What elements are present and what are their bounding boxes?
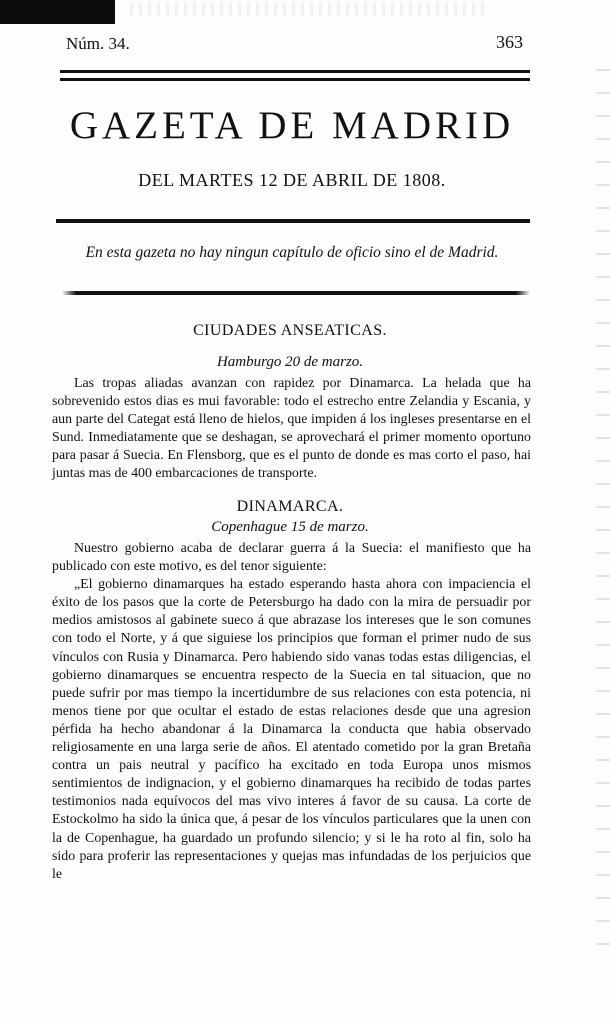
divider-rule xyxy=(62,291,530,295)
article-body xyxy=(52,540,531,884)
paragraph: „El gobierno dinamarques ha estado esperando hasta ahora con impaciencia el éxito de los pasos que la corte de Petersburgo ha dado con la mira de persuadir por medios amistosos al gabinete sueco á que abrazase los intereses que le son comunes con todo el Norte, y á que siguiese los principios que forman el primer nudo de sus vínculos con Rusia y Dinamarca. Pero habiendo sido vanas todas estas diligencias, el gobierno dinamarques se encuentra respecto de la Suecia en tal situacion, que no puede sufrir por mas tiempo la incertidumbre de sus relaciones con esta potencia, ni menos tiene por que ocultar el estado de estas relaciones desde que una agresion pérfida ha hecho abandonar á la Dinamarca la conducta que habia observado religiosamente en una larga serie de años. El atentado cometido por la gran Bretaña contra un pais neutral y pacífico ha excitado en toda Europa unos mismos sentimientos de indignacion, y el gobierno dinamarques ha recibido de todas partes testimonios nada equívocos del mas vivo interes á favor de su causa. La corte de Estockolmo ha sido la única que, á pesar de los vínculos particulares que la unen con la de Copenhague, ha guardado un profundo silencio; y si le ha roto al fin, solo ha sido para proferir las representaciones y quejas mas infundadas de los perjuicios que le xyxy=(52,577,531,882)
header-double-rule xyxy=(60,70,530,81)
binding-edge xyxy=(596,60,610,960)
section-heading: CIUDADES ANSEATICAS. xyxy=(193,322,387,339)
page-number: 363 xyxy=(496,32,523,52)
article-body xyxy=(52,375,531,484)
official-notice: En esta gazeta no hay ningun capítulo de oficio sino el de Madrid. xyxy=(85,244,499,261)
paragraph: Nuestro gobierno acaba de declarar guerra á la Suecia: el manifiesto que ha publicado con este motivo, es del tenor siguiente: xyxy=(52,541,531,575)
section-dateline: Hamburgo 20 de marzo. xyxy=(216,354,364,370)
section-dateline: Copenhague 15 de marzo. xyxy=(211,519,369,535)
paper-speckle xyxy=(130,2,490,16)
divider-rule xyxy=(56,219,530,223)
ink-stain xyxy=(0,0,115,24)
issue-number: Núm. 34. xyxy=(66,34,130,53)
section-heading: DINAMARCA. xyxy=(236,498,344,515)
issue-date: DEL MARTES 12 DE ABRIL DE 1808. xyxy=(138,170,446,190)
masthead-title: GAZETA DE MADRID xyxy=(69,104,515,147)
paragraph: Las tropas aliadas avanzan con rapidez por Dinamarca. La helada que ha sobrevenido estos dias es mui favorable: todo el estrecho entre Zelandia y Escania, y aun parte del Categat está lleno de hielos, que impiden á los ingleses presentarse en el Sund. Inmediatamente que se deshagan, se aprovechará el primer momento oportuno para pasar á Suecia. En Flensborg, que es el punto de donde es mas corto el paso, hai juntas mas de 400 embarcaciones de transporte. xyxy=(52,376,531,482)
